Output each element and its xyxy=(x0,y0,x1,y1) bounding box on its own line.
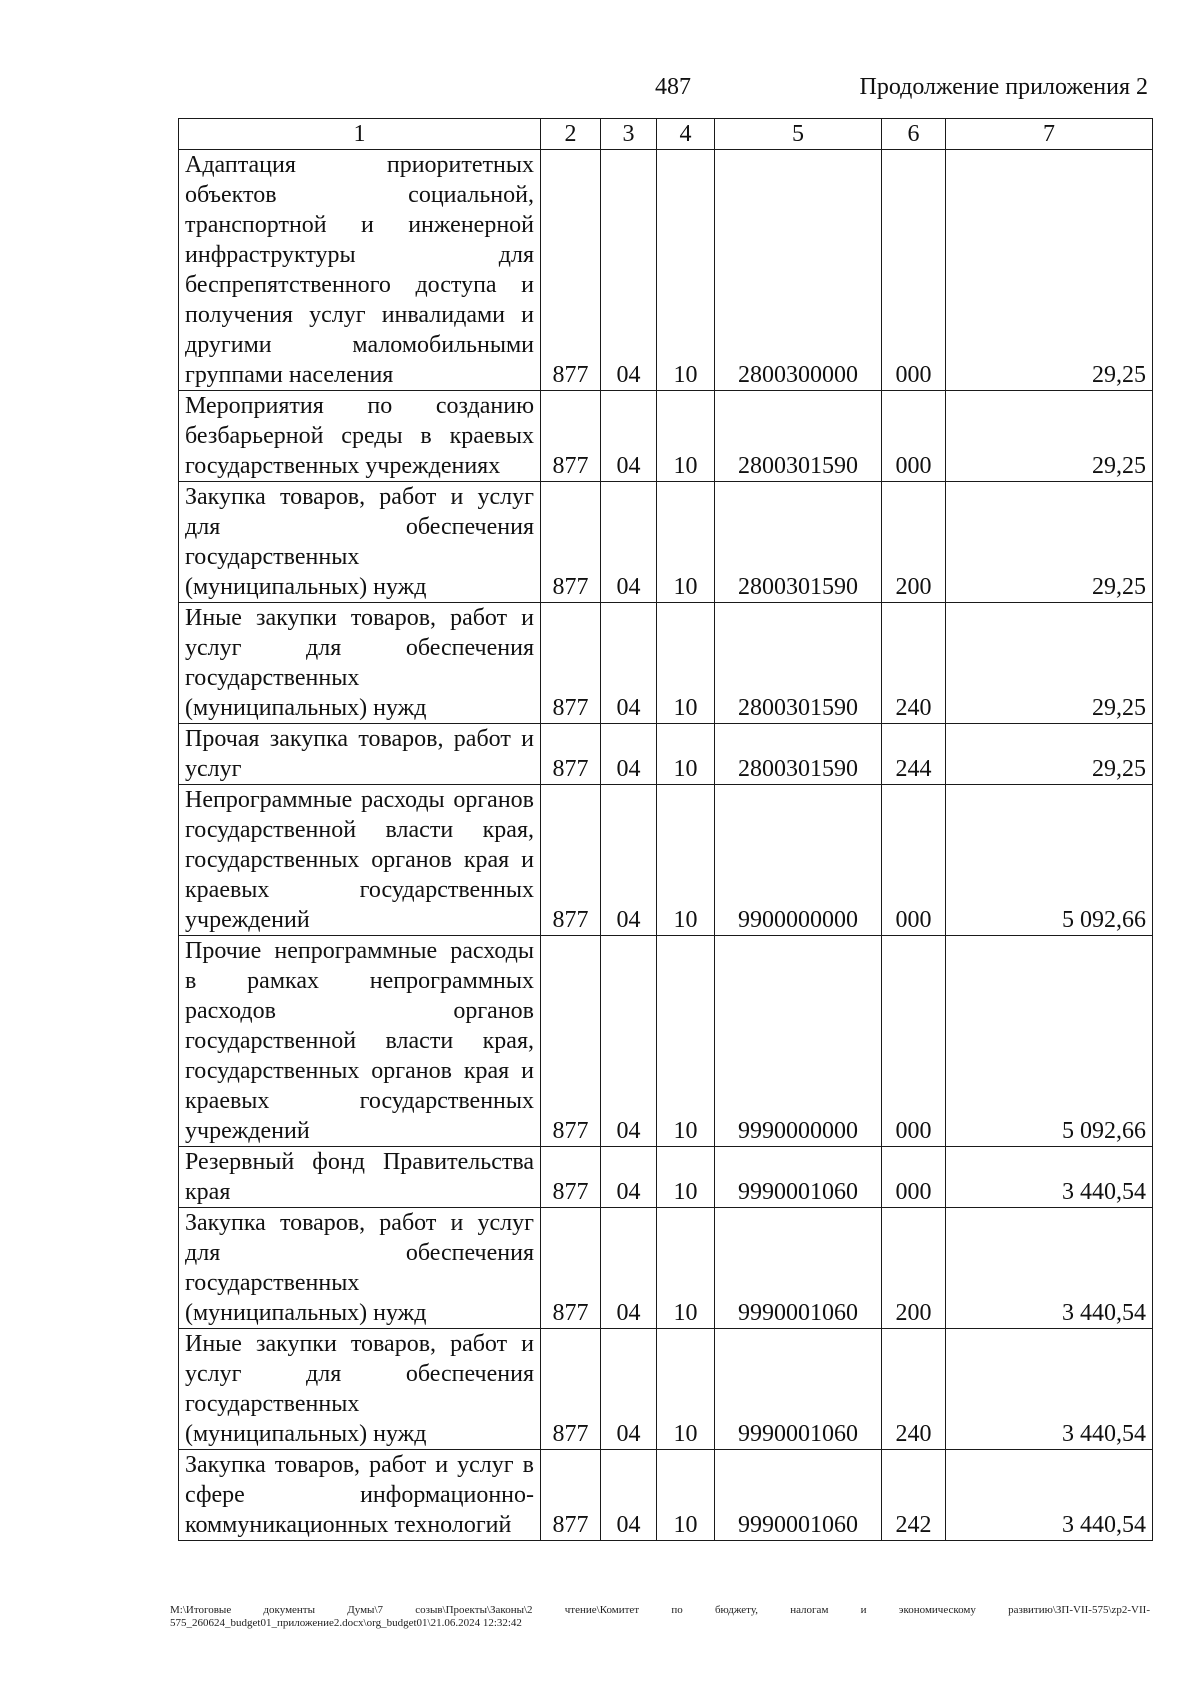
column-header-6: 6 xyxy=(882,119,946,150)
code-cell-6: 242 xyxy=(882,1450,946,1541)
code-cell-2: 877 xyxy=(541,391,601,482)
code-cell-4: 10 xyxy=(657,482,715,603)
amount-cell: 29,25 xyxy=(946,391,1153,482)
code-cell-6: 244 xyxy=(882,724,946,785)
row-name-cell: Прочие непрограммные расходы в рамках непрограммных расходов органов государственной власти края, государственных органов края и краевых государственных учреждений xyxy=(179,936,541,1147)
code-cell-3: 04 xyxy=(601,603,657,724)
code-cell-2: 877 xyxy=(541,603,601,724)
row-name-cell: Иные закупки товаров, работ и услуг для обеспечения государственных (муниципальных) нужд xyxy=(179,1329,541,1450)
code-cell-4: 10 xyxy=(657,391,715,482)
row-name-cell: Закупка товаров, работ и услуг в сфере информационно-коммуникационных технологий xyxy=(179,1450,541,1541)
table-row xyxy=(179,1450,1153,1541)
code-cell-3: 04 xyxy=(601,936,657,1147)
row-name-cell: Непрограммные расходы органов государственной власти края, государственных органов края и краевых государственных учреждений xyxy=(179,785,541,936)
amount-cell: 3 440,54 xyxy=(946,1208,1153,1329)
code-cell-5: 2800301590 xyxy=(715,724,882,785)
code-cell-5: 9990001060 xyxy=(715,1208,882,1329)
code-cell-5: 2800301590 xyxy=(715,391,882,482)
table-row xyxy=(179,1147,1153,1208)
table-row xyxy=(179,936,1153,1147)
code-cell-6: 240 xyxy=(882,1329,946,1450)
column-header-4: 4 xyxy=(657,119,715,150)
code-cell-5: 9990001060 xyxy=(715,1329,882,1450)
code-cell-6: 200 xyxy=(882,482,946,603)
continuation-label: Продолжение приложения 2 xyxy=(859,74,1148,100)
column-header-2: 2 xyxy=(541,119,601,150)
code-cell-2: 877 xyxy=(541,1208,601,1329)
code-cell-4: 10 xyxy=(657,1329,715,1450)
column-header-1: 1 xyxy=(179,119,541,150)
header-row xyxy=(179,119,1153,150)
code-cell-4: 10 xyxy=(657,936,715,1147)
code-cell-3: 04 xyxy=(601,785,657,936)
table-row xyxy=(179,603,1153,724)
code-cell-5: 2800301590 xyxy=(715,482,882,603)
amount-cell: 29,25 xyxy=(946,482,1153,603)
page-number: 487 xyxy=(655,74,691,100)
code-cell-4: 10 xyxy=(657,785,715,936)
code-cell-5: 9990001060 xyxy=(715,1147,882,1208)
code-cell-2: 877 xyxy=(541,1329,601,1450)
amount-cell: 29,25 xyxy=(946,724,1153,785)
code-cell-3: 04 xyxy=(601,482,657,603)
row-name-cell: Адаптация приоритетных объектов социальной, транспортной и инженерной инфраструктуры для беспрепятственного доступа и получения услуг инвалидами и другими маломобильными группами населения xyxy=(179,150,541,391)
code-cell-2: 877 xyxy=(541,1147,601,1208)
code-cell-4: 10 xyxy=(657,150,715,391)
code-cell-3: 04 xyxy=(601,391,657,482)
column-header-7: 7 xyxy=(946,119,1153,150)
code-cell-2: 877 xyxy=(541,150,601,391)
column-header-3: 3 xyxy=(601,119,657,150)
table-row xyxy=(179,1329,1153,1450)
row-name-cell: Прочая закупка товаров, работ и услуг xyxy=(179,724,541,785)
amount-cell: 3 440,54 xyxy=(946,1329,1153,1450)
code-cell-3: 04 xyxy=(601,1450,657,1541)
code-cell-5: 2800301590 xyxy=(715,603,882,724)
row-name-cell: Мероприятия по созданию безбарьерной среды в краевых государственных учреждениях xyxy=(179,391,541,482)
row-name-cell: Резервный фонд Правительства края xyxy=(179,1147,541,1208)
footer-file-path: M:\Итоговые документы Думы\7 созыв\Проекты\Законы\2 чтение\Комитет по бюджету, налогам и экономическому развитию\ЗП-VII-575\zp2-VII-575_260624_budget01_приложение2.docx\org_budget01\21.06.2024 12:32:42 xyxy=(170,1604,1150,1629)
code-cell-2: 877 xyxy=(541,1450,601,1541)
table-row xyxy=(179,150,1153,391)
code-cell-6: 200 xyxy=(882,1208,946,1329)
table-body xyxy=(179,150,1153,1541)
column-header-5: 5 xyxy=(715,119,882,150)
budget-table xyxy=(178,118,1153,1541)
code-cell-5: 9990000000 xyxy=(715,936,882,1147)
code-cell-6: 000 xyxy=(882,785,946,936)
row-name-cell: Закупка товаров, работ и услуг для обеспечения государственных (муниципальных) нужд xyxy=(179,1208,541,1329)
code-cell-6: 000 xyxy=(882,150,946,391)
code-cell-4: 10 xyxy=(657,1450,715,1541)
code-cell-4: 10 xyxy=(657,603,715,724)
amount-cell: 5 092,66 xyxy=(946,785,1153,936)
amount-cell: 3 440,54 xyxy=(946,1450,1153,1541)
table-row xyxy=(179,785,1153,936)
code-cell-2: 877 xyxy=(541,936,601,1147)
code-cell-6: 000 xyxy=(882,1147,946,1208)
amount-cell: 3 440,54 xyxy=(946,1147,1153,1208)
code-cell-5: 9900000000 xyxy=(715,785,882,936)
code-cell-3: 04 xyxy=(601,724,657,785)
row-name-cell: Закупка товаров, работ и услуг для обеспечения государственных (муниципальных) нужд xyxy=(179,482,541,603)
code-cell-3: 04 xyxy=(601,1147,657,1208)
code-cell-2: 877 xyxy=(541,724,601,785)
table-row xyxy=(179,391,1153,482)
code-cell-2: 877 xyxy=(541,785,601,936)
row-name-cell: Иные закупки товаров, работ и услуг для обеспечения государственных (муниципальных) нужд xyxy=(179,603,541,724)
amount-cell: 5 092,66 xyxy=(946,936,1153,1147)
table-row xyxy=(179,482,1153,603)
code-cell-2: 877 xyxy=(541,482,601,603)
code-cell-3: 04 xyxy=(601,1329,657,1450)
table-row xyxy=(179,724,1153,785)
code-cell-4: 10 xyxy=(657,1208,715,1329)
code-cell-6: 000 xyxy=(882,391,946,482)
amount-cell: 29,25 xyxy=(946,603,1153,724)
amount-cell: 29,25 xyxy=(946,150,1153,391)
table-row xyxy=(179,1208,1153,1329)
code-cell-5: 2800300000 xyxy=(715,150,882,391)
code-cell-6: 000 xyxy=(882,936,946,1147)
code-cell-6: 240 xyxy=(882,603,946,724)
code-cell-4: 10 xyxy=(657,1147,715,1208)
code-cell-3: 04 xyxy=(601,1208,657,1329)
code-cell-4: 10 xyxy=(657,724,715,785)
code-cell-5: 9990001060 xyxy=(715,1450,882,1541)
code-cell-3: 04 xyxy=(601,150,657,391)
